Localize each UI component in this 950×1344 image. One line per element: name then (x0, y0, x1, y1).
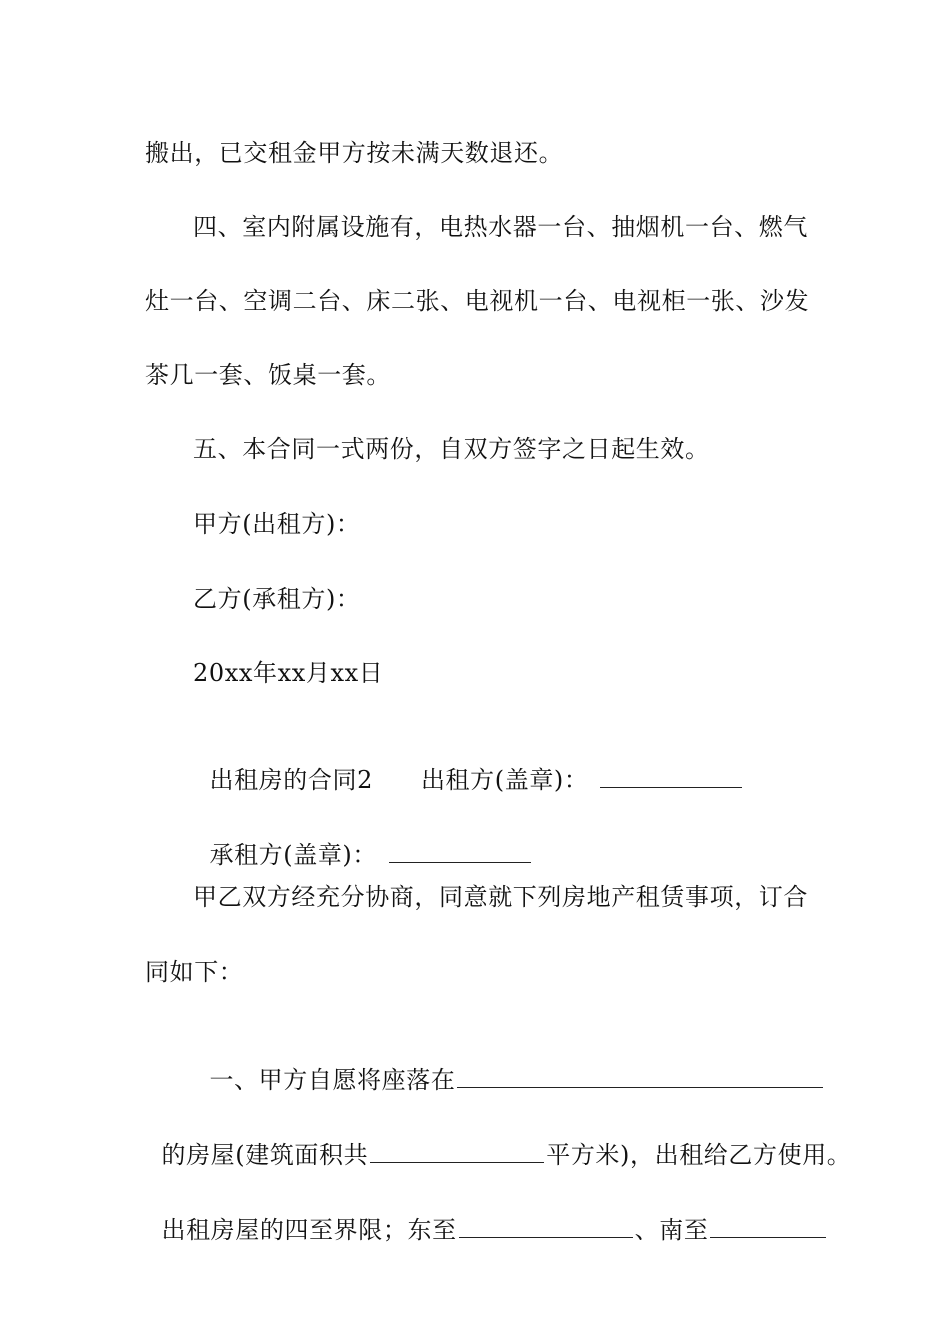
clause-one-line (193, 1031, 825, 1096)
contract-title: 出租房的合同2 (209, 766, 373, 794)
paragraph-line: 五、本合同一式两份，自双方签字之日起生效。 (193, 435, 710, 463)
paragraph-line: 灶一台、空调二台、床二张、电视机一台、电视柜一张、沙发 (145, 287, 810, 315)
area-text-start: 的房屋(建筑面积共 (161, 1141, 369, 1169)
contract-heading-line (193, 731, 744, 796)
lessee-signature-blank (389, 838, 531, 863)
boundary-east-label: 出租房屋的四至界限；东至 (161, 1216, 457, 1244)
lessee-seal-label: 承租方(盖章)： (209, 841, 377, 869)
south-blank (710, 1213, 826, 1238)
boundary-line (145, 1181, 828, 1246)
party-b-label: 乙方(承租方)： (193, 585, 361, 613)
paragraph-line: 茶几一套、饭桌一套。 (145, 361, 391, 389)
location-blank (457, 1063, 823, 1088)
east-blank (459, 1213, 633, 1238)
lessor-signature-blank (600, 763, 742, 788)
area-line (145, 1106, 851, 1171)
paragraph-line: 甲乙双方经充分协商，同意就下列房地产租赁事项，订合 (193, 883, 808, 911)
party-a-label: 甲方(出租方)： (193, 510, 361, 538)
boundary-south-label: 、南至 (634, 1216, 709, 1244)
lessor-seal-label: 出租方(盖章)： (420, 766, 589, 794)
lessee-seal-line (193, 806, 533, 871)
area-text-end: 平方米)，出租给乙方使用。 (546, 1141, 852, 1169)
paragraph-line: 同如下： (145, 958, 244, 986)
clause-one-text: 一、甲方自愿将座落在 (209, 1066, 456, 1094)
area-blank (370, 1138, 544, 1163)
date-line: 20xx年xx月xx日 (193, 659, 384, 687)
paragraph-line: 四、室内附属设施有，电热水器一台、抽烟机一台、燃气 (193, 213, 808, 241)
paragraph-line: 搬出，已交租金甲方按未满天数退还。 (145, 139, 564, 167)
